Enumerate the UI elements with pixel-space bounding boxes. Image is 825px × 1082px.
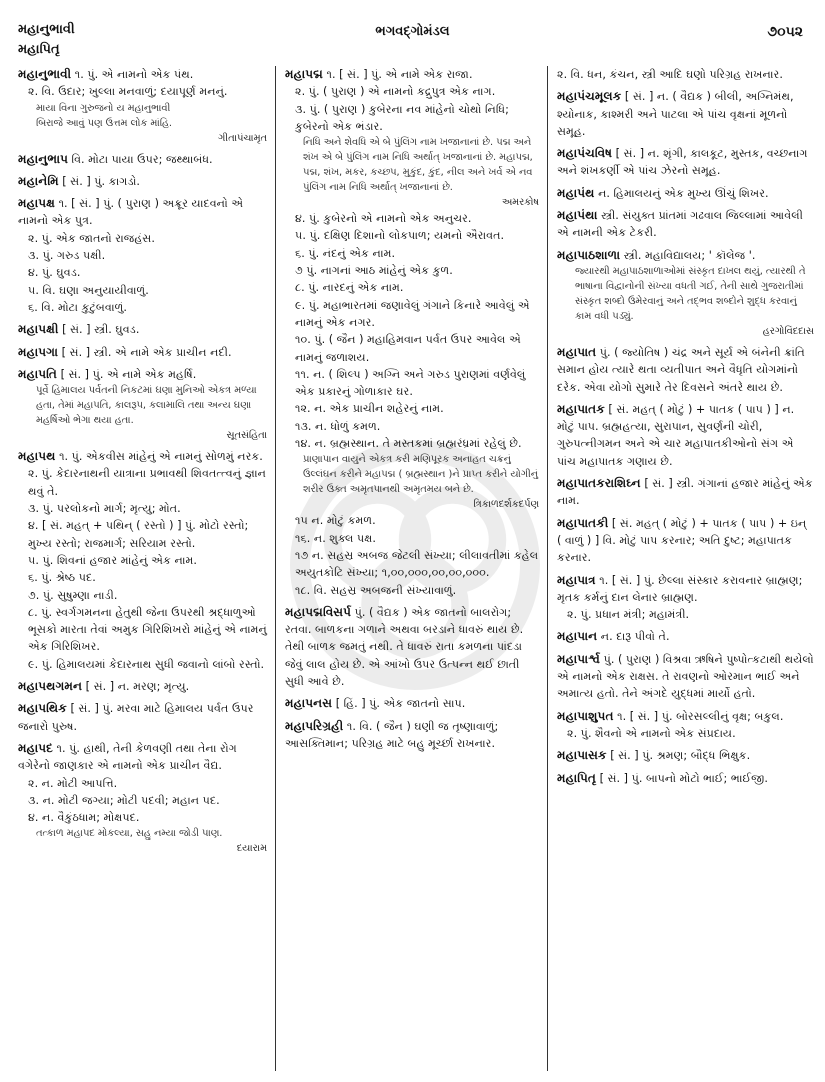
sense-definition: ૯. પું. હિમાલયમાં કેદારનાથ સુધી જવાનો લાંબો રસ્તો. [28,657,265,671]
dictionary-entry [18,448,267,673]
dictionary-entry [18,366,267,443]
dictionary-entry [557,747,814,764]
sense-definition: ૫. પું. દક્ષિણ દિશાનો લોકપાળ; યમનો ઐરાવત. [295,229,505,243]
page-header [0,0,825,58]
sense-definition: ૧૪. ન. બ્રહ્મસ્થાન. તે મસ્તકમાં બ્રહ્મરંધ્રમાં રહેલું છે. [295,437,522,451]
sense-definition: ૧૧. ન. ( શિલ્પ ) અગ્નિ અને ગરુડ પુરાણમાં વર્ણવેલું એક પ્રકારનું ગોળાકાર ઘર. [295,367,526,399]
sense-definition: ૧. પું. એ નામનો એક પંથ. [74,68,194,81]
headword: મહાપાતકરાશિઘ્ન [557,476,641,491]
sense-definition: ૧૬. ન. શુક્લ પક્ષ. [295,531,376,545]
headword: મહાપાસક [557,748,607,763]
dictionary-entry [557,145,814,180]
dictionary-entry [18,151,267,168]
sense-definition: ૫. વિ. ઘણા અનુયાયીવાળું. [28,283,149,297]
sense-definition: ૭. પું. સુષુમ્ણા નાડી. [28,588,118,602]
sense-definition: ૧૮. વિ. સહસ્ર અબજની સંખ્યાવાળું. [295,583,457,597]
dictionary-entry [557,708,814,743]
sense-definition: ૭ પું. નાગનાં આઠ માંહેનું એક કુળ. [295,264,453,278]
headword: મહાપાર્શ્વ [557,651,601,666]
sense-definition: ૧. [ સં. ] પું. ( પુરાણ ) અક્રૂર યાદવનો એ નામનો એક પુત્ર. [18,197,244,228]
quotation: માયા વિના ગુરુજનો ય મહાનુભાવી [36,102,171,114]
sense-definition: ન. હિમાલયનું એક મુખ્ય ઊંચું શિખર. [598,186,769,200]
sense-definition: ૪. ન. વૈકુંઠધામ; મોક્ષપદ. [28,811,140,825]
dictionary-entry [557,515,814,567]
headword: મહાપદ્મ [285,67,323,81]
sense-definition: ૨. વિ. ઉદાર; ખુલ્લા મનવાળું; દયાપૂર્ણ મનનું. [28,85,228,99]
headword: મહાપંથ [557,185,595,200]
dictionary-entry [557,344,814,396]
sense-definition: ૩. પું. ગરુડ પક્ષી. [28,249,106,263]
quotation: તત્કાળ મહાપદ મોકલ્યા, સહુ નમ્યા જોડી પાણ. [36,828,223,840]
sense-definition: ૧. વિ. ( જૈન ) ઘણી જ તૃષ્ણાવાળું; આસક્તિમાન; પરિગ્રહ માટે બહુ મૂર્ચ્છા રાખનાર. [285,719,499,750]
headword: મહાપાતકી [557,515,609,530]
sense-definition: [ સં. ] ન. મરણ; મૃત્યુ. [85,680,190,694]
headword: મહાપદ્મવિસર્પ [285,604,352,619]
sense-definition: ૧. [ સં. ] પું. બોરસલ્લીનું વૃક્ષ; બકુલ. [617,709,784,723]
dictionary-entry [18,173,267,190]
sense-definition: સ્ત્રી. સંયુક્ત પ્રાંતમાં ગઢવાલ જિલ્લામાં આવેલી એ નામની એક ટેકરી. [557,209,803,240]
quotation: બિરાજે આવું પણ ઉત્તમ લોક માંહિ. [36,117,173,129]
quotation-source: હરગોવિંદદાસ [762,325,814,337]
dictionary-entry [557,475,814,510]
headword: મહાપંચમૂલક [557,89,622,104]
dictionary-entry [18,344,267,361]
sense-definition: ૨. પું. કેદારનાથની યાત્રાના પ્રભાવથી શિવતત્ત્વનું જ્ઞાન થવું તે. [28,467,266,498]
sense-definition: [ સં. ] પું. કાગડો. [62,174,140,188]
dictionary-entry [557,628,814,645]
dictionary-entry [18,700,267,735]
quotation-source: ત્રિકાળદર્શકદર્પણ [473,499,539,511]
dictionary-entry [285,718,539,753]
headword: મહાપંચવિષ [557,146,613,161]
headword: મહાનુભાપ [18,151,68,166]
headword: મહાપથગમન [18,679,83,694]
headword: મહાપિતૃ [557,770,596,785]
sense-definition: ૪. પું. કુબેરનો એ નામનો એક અનુચર. [295,212,472,226]
sense-definition: ૧૫ ન. મોટું કમળ. [295,514,376,528]
sense-definition: ૧. [ સં. ] પું. એ નામે એક રાજા. [326,68,473,81]
sense-definition: ૨. પું. ( પુરાણ ) એ નામનો કદ્રુપુત્ર એક નાગ. [295,85,496,99]
sense-definition: ૧. [ સં. ] પું. છેલ્લા સંસ્કાર કરાવનાર બ્રાહ્મણ; મૃતક કર્મનું દાન લેનાર બ્રાહ્મણ. [557,573,803,604]
headword: મહાપંથા [557,208,598,223]
quotation-source: સૂતસંહિતા [226,430,267,442]
sense-definition: ૬. પું. નંદનું એક નામ. [295,246,396,260]
dictionary-columns [18,66,814,1071]
headword: મહાપાત્ર [557,572,596,587]
sense-definition: [ સં. ] પું. મરવા માટે હિમાલય પર્વત ઉપર જનારો પુરુષ. [18,702,254,733]
dictionary-entry [557,66,814,83]
dictionary-entry [18,321,267,338]
headword: મહાપક્ષી [18,322,59,337]
sense-definition: [ સં. મહત્ ( મોટું ) + પાતક ( પાપ ) ] ન. મોટું પાપ. બ્રહ્મહત્યા, સુરાપાન, સુવર્ણની ચોરી, ગુરુપત્નીગમન અને એ ચાર મહાપાતકીઓનો સંગ એ પાંચ મહાપાતક ગણાય છે. [557,402,795,468]
sense-definition: [ સં. ] પું. બાપનો મોટો ભાઈ; ભાઈજી. [599,771,768,785]
column-3 [548,66,814,1071]
sense-definition: ૪. પું. ઘુવડ. [28,266,81,280]
sense-definition: ૬. વિ. મોટા કુટુંબવાળું. [28,300,127,314]
dictionary-entry [18,678,267,695]
sense-definition: સ્ત્રી. મહાવિદ્યાલય; ' કૉલેજ '. [623,248,756,262]
headword: મહાપનસ [285,696,333,711]
headword: મહાપક્ષ [18,196,56,211]
sense-definition: ૧૨. ન. એક પ્રાચીન શહેરનું નામ. [295,402,444,416]
dictionary-entry [285,66,539,599]
guide-word-last: મહાપિતૃ [18,42,60,57]
dictionary-entry [557,401,814,470]
quotation-source: અમરકોષ [501,197,539,209]
column-1 [18,66,276,1071]
dictionary-entry [557,770,814,787]
sense-definition: ૬. પું. શ્રેષ્ઠ પદ. [28,571,96,585]
sense-definition: [ સં. ] ન. શૃંગી, કાલકૂટ, મુસ્તક, વચ્છનાગ અને શંખકર્ણી એ પાંચ ઝેરનો સમૂહ. [557,147,808,178]
sense-definition: ૧. પું. એકવીસ માંહેનું એ નામનું સોળમું નરક. [59,450,263,464]
running-title: ભગવદ્ગોમંડલ [375,24,450,39]
sense-definition: ૩. ન. મોટી જગ્યા; મોટી પદવી; મહાન પદ. [28,793,220,807]
sense-definition: [ સં. ] સ્ત્રી. એ નામે એક પ્રાચીન નદી. [61,345,232,359]
sense-definition: ૩. પું. પરલોકનો માર્ગ; મૃત્યુ; મોત. [28,502,181,516]
sense-definition: ૧૩. ન. ધોળું કમળ. [295,419,381,433]
page-number: ૭૦૫૨ [767,24,803,40]
headword: મહાપગા [18,344,59,359]
sense-definition: ન. દારૂ પીવો તે. [600,630,670,644]
sense-definition: [ સં. ] પું. શ્રમણ; બૌદ્ધ ભિક્ષુક. [610,749,751,763]
dictionary-entry [557,207,814,242]
quotation: જ્યારથી મહાપાઠશાળાઓમાં સંસ્કૃત દાખલ થયું, ત્યારથી તે ભાષાના વિદ્વાનોની સંખ્યા વધતી ગઈ, તેની સાથે ગુજરાતીમાં સંસ્કૃત શબ્દો ઉમેરવાનું અને તદ્ભવ શબ્દોને શુદ્ધ કરવાનું કામ વધી પડ્યું. [575,265,806,322]
sense-definition: ૮. પું. સ્વર્ગગમનના હેતુથી જેના ઉપરથી શ્રદ્ધાળુઓ ભૂસકો મારતા તેવાં અમુક ગિરિશિખરો માંહેનું એ નામનું એક ગિરિશિખર. [28,605,267,654]
sense-definition: ૧. પું. હાથી, તેની કેળવણી તથા તેના રોગ વગેરેનો જાણકાર એ નામનો એક પ્રાચીન વૈદ્ય. [18,741,237,773]
headword: મહાનેમિ [18,173,59,188]
quotation: નિધિ અને શેવધિ એ બે પુંલિંગ નામ ખજાનાનાં છે. પદ્મ અને શંખ એ બે પુંલિંગ નામ નિધિ અર્થાત્ ખજાનાનાં છે. મહાપદ્મ, પદ્મ, શંખ, મકર, કચ્છપ, મુકુંદ, કુંદ, નીલ અને ખર્વ એ નવ પુંલિંગ નામ નિધિ અર્થાત્ ખજાનાનાં છે. [303,137,533,194]
headword: મહાપથિક [18,701,67,716]
sense-definition: [ સં. ] સ્ત્રી. ઘુવડ. [62,323,140,337]
sense-definition: [ સં. મહત્ ( મોટું ) + પાતક ( પાપ ) + ઇન્ ( વાળું ) ] વિ. મોટું પાપ કરનાર; અતિ દુષ્ટ; મહાપાતક કરનાર. [557,516,807,565]
dictionary-entry [18,66,267,146]
sense-definition: ૧૭ ન. સહસ્ર અબજ જેટલી સંખ્યા; લીલાવતીમાં કહેલ અયુતકોટિ સંખ્યા; ૧,૦૦,૦૦૦,૦૦,૦૦,૦૦૦. [295,548,539,580]
sense-definition: ૫. પું. શિવનાં હજાર માંહેનું એક નામ. [28,553,197,567]
headword: મહાપાશુપત [557,708,614,723]
sense-definition: ૨. પું. એક જાતનો રાજહંસ. [28,231,155,245]
sense-definition: ૨. વિ. ધન, કંચન, સ્ત્રી આદિ ઘણો પરિગ્રહ રાખનાર. [557,68,783,81]
sense-definition: ૨. પું. પ્રધાન મંત્રી; મહામંત્રી. [567,608,690,622]
headword: મહાપાન [557,629,598,644]
dictionary-entry [557,572,814,624]
quotation-source: ગીતાપંચામૃત [218,132,267,144]
sense-definition: ૪. [ સં. મહત્ + પથિન્ ( રસ્તો ) ] પું. મોટો રસ્તો; મુખ્ય રસ્તો; રાજમાર્ગ; સરિયામ રસ્તો. [28,519,249,550]
sense-definition: વિ. મોટા પાયા ઉપર; જથ્થાબંધ. [71,152,213,166]
headword: મહાપદ [18,740,53,755]
headword: મહાપાઠશાળા [557,247,621,262]
dictionary-entry [18,740,267,856]
headword: મહાપાત [557,344,597,359]
headword: મહાપાતક [557,401,605,416]
guide-word-first: મહાનુભાવી [18,22,75,37]
quotation: પ્રાણાપાન વાયુને એકત્ર કરી મણિપૂરક અનાહત ચક્રનું ઉલ્લંઘન કરીને મહાપદ્મ ( બ્રહ્મસ્થાન )ને પ્રાપ્ત કરીને યોગીનું શરીર ઉક્ત અમૃતપાનથી અમૃતમય બને છે. [303,454,539,496]
sense-definition: [ સં. ] સ્ત્રી. ગંગાનાં હજાર માંહેનું એક નામ. [557,477,813,508]
headword: મહાપતિ [18,366,57,381]
sense-definition: [ સં. ] પું. એ નામે એક મહર્ષિ. [60,367,197,381]
dictionary-entry [557,185,814,202]
quotation-source: દયારામ [236,843,267,855]
sense-definition: પું. ( વૈદ્યક ) એક જાતનો બાલરોગ; રતવા. બાળકના ગળાને અથવા બરડાને ધાવરું થાય છે. તેથી બાળક જમતું નથી. તે ધાવરું રાતા કમળના પાંદડા જેવું લાલ હોય છે. એ આંખો ઉપર ઉત્પન્ન થઈ છાતી સુધી આવે છે. [285,605,524,689]
sense-definition: [ સં. ] ન. ( વૈદ્યક ) બીલી, અગ્નિમંથ, શ્યોનાક, કાશ્મરી અને પાટલા એ પાંચ વૃક્ષનાં મૂળનો સમૂહ. [557,90,794,138]
dictionary-entry [285,695,539,712]
dictionary-entry [18,195,267,316]
headword: મહાપરિગ્રહી [285,718,344,733]
sense-definition: ૩. પું. ( પુરાણ ) કુબેરના નવ માંહેનો ચોથો નિધિ; કુબેરનો એક ભંડાર. [295,102,509,133]
dictionary-entry [557,247,814,339]
dictionary-entry [285,604,539,690]
sense-definition: ૨. ન. મોટી આપત્તિ. [28,776,118,790]
sense-definition: ૧૦. પું. ( જૈન ) મહાહિમવાન પર્વત ઉપર આવેલ એ નામનું જળાશય. [295,333,521,364]
dictionary-entry [557,651,814,703]
quotation: પૂર્વે હિમાલય પર્વતની નિકટમાં ઘણા મુનિઓ એકત્ર મળ્યા હતા, તેમાં મહાપતિ, કાલરૂપ, કલામાલિ તથા અન્ય ઘણા મહર્ષિઓ ભેગા થયા હતા. [36,385,257,427]
sense-definition: ૨. પું. શૈવનો એ નામનો એક સંપ્રદાય. [567,726,736,740]
sense-definition: ૮. પું. નારદનું એક નામ. [295,281,404,295]
column-2 [276,66,548,1071]
sense-definition: ૯. પું. મહાભારતમાં જણાવેલું ગંગાને કિનારે આવેલું એ નામનું એક નગર. [295,298,530,329]
headword: મહાનુભાવી [18,67,72,81]
dictionary-entry [557,88,814,140]
sense-definition: [ હિં. ] પું. એક જાતનો સાપ. [335,697,466,711]
sense-definition: પું. ( પુરાણ ) વિશ્રવા ઋષિને પુષ્પોત્કટાથી થયેલો એ નામનો એક રાક્ષસ. તે રાવણનો ઓરમાન ભાઈ અને અમાત્ય હતો. તેને અંગદે યુદ્ધમાં માર્યો હતો. [557,652,814,701]
headword: મહાપથ [18,449,56,464]
sense-definition: પું. ( જ્યોતિષ ) ચંદ્ર અને સૂર્ય એ બંનેની ક્રાંતિ સમાન હોય ત્યારે થતા વ્યતીપાત અને વૈધૃતિ યોગમાંનો દરેક. એવા યોગો સુમારે તેર દિવસને અંતરે થાય છે. [557,345,805,394]
